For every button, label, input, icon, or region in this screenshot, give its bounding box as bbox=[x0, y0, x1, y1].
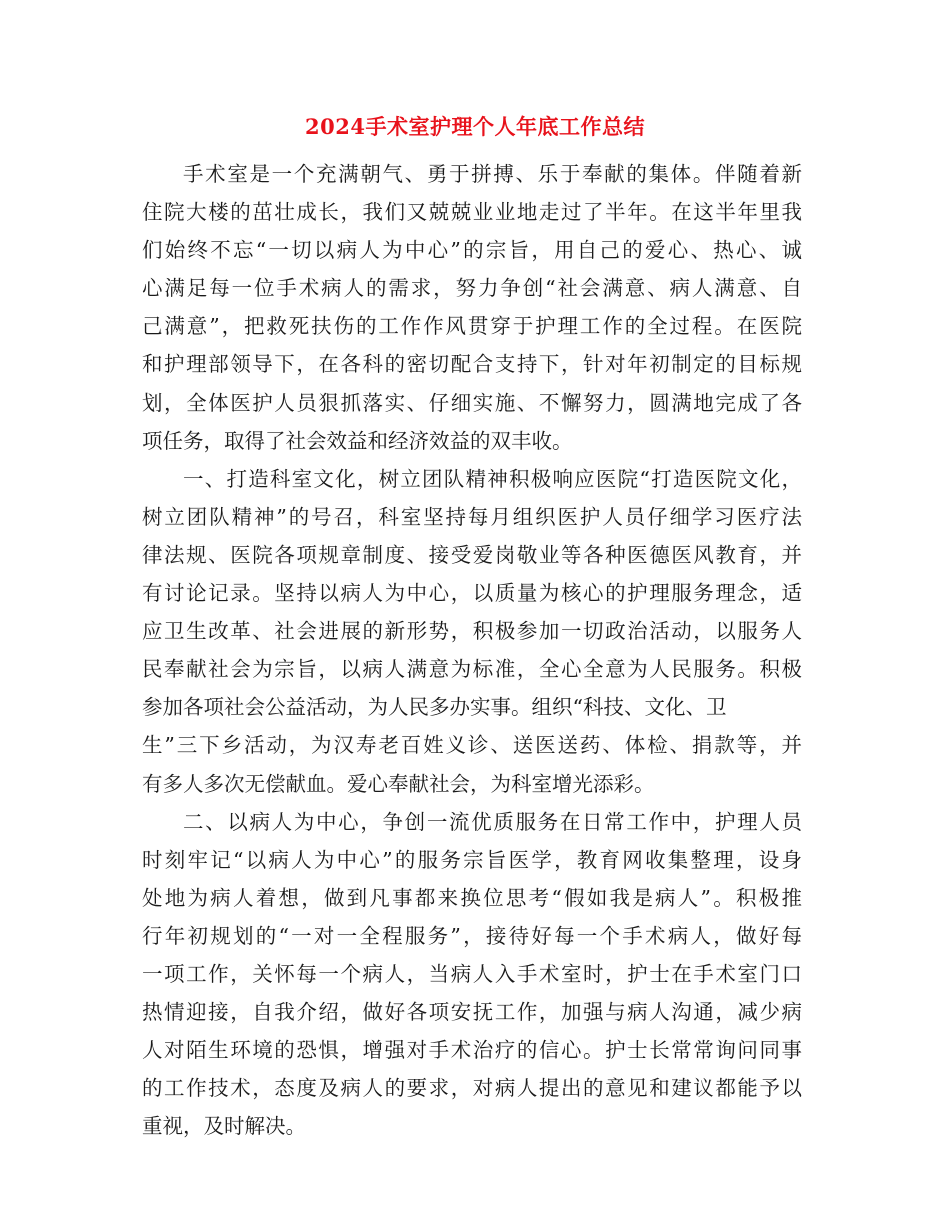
paragraph-1-line: 们始终不忘“一切以病人为中心”的宗旨，用自己的爱心、热心、诚 bbox=[142, 238, 802, 263]
document-title: 2024手术室护理个人年底工作总结 bbox=[305, 114, 645, 139]
paragraph-1-line: 住院大楼的茁壮成长，我们又兢兢业业地走过了半年。在这半年里我 bbox=[142, 200, 802, 225]
paragraph-1-line: 心满足每一位手术病人的需求，努力争创“社会满意、病人满意、自 bbox=[142, 276, 802, 301]
paragraph-3-line: 处地为病人着想，做到凡事都来换位思考“假如我是病人”。积极推 bbox=[142, 885, 802, 910]
document-body bbox=[142, 155, 802, 1145]
paragraph-2-line: 有多人多次无偿献血。爱心奉献社会，为科室增光添彩。 bbox=[142, 771, 655, 796]
paragraph-2-line: 有讨论记录。坚持以病人为中心，以质量为核心的护理服务理念，适 bbox=[142, 581, 802, 606]
paragraph-3-line: 二、以病人为中心，争创一流优质服务在日常工作中，护理人员 bbox=[183, 809, 802, 834]
paragraph-3-line: 重视，及时解决。 bbox=[142, 1114, 306, 1139]
paragraph-3-line: 时刻牢记“以病人为中心”的服务宗旨医学，教育网收集整理，设身 bbox=[142, 847, 802, 872]
paragraph-3-line: 行年初规划的“一对一全程服务”，接待好每一个手术病人，做好每 bbox=[142, 923, 802, 948]
paragraph-3-line: 热情迎接，自我介绍，做好各项安抚工作，加强与病人沟通，减少病 bbox=[142, 1000, 802, 1025]
paragraph-2-line: 参加各项社会公益活动，为人民多办实事。组织“科技、文化、卫 bbox=[142, 695, 727, 720]
paragraph-3-line: 的工作技术，态度及病人的要求，对病人提出的意见和建议都能予以 bbox=[142, 1076, 802, 1101]
paragraph-1-line: 划，全体医护人员狠抓落实、仔细实施、不懈努力，圆满地完成了各 bbox=[142, 390, 802, 415]
paragraph-2-line: 律法规、医院各项规章制度、接受爱岗敬业等各种医德医风教育，并 bbox=[142, 542, 802, 567]
paragraph-2-line: 一、打造科室文化，树立团队精神积极响应医院“打造医院文化， bbox=[183, 466, 802, 491]
paragraph-2-line: 树立团队精神”的号召，科室坚持每月组织医护人员仔细学习医疗法 bbox=[142, 504, 802, 529]
paragraph-3-line: 人对陌生环境的恐惧，增强对手术治疗的信心。护士长常常询问同事 bbox=[142, 1038, 802, 1063]
paragraph-2-line: 民奉献社会为宗旨，以病人满意为标准，全心全意为人民服务。积极 bbox=[142, 657, 802, 682]
paragraph-1-line: 己满意”，把救死扶伤的工作作风贯穿于护理工作的全过程。在医院 bbox=[142, 314, 802, 339]
paragraph-2-line: 应卫生改革、社会进展的新形势，积极参加一切政治活动，以服务人 bbox=[142, 619, 802, 644]
paragraph-1-line: 项任务，取得了社会效益和经济效益的双丰收。 bbox=[142, 428, 573, 453]
paragraph-1-line: 手术室是一个充满朝气、勇于拼搏、乐于奉献的集体。伴随着新 bbox=[183, 162, 802, 186]
paragraph-3-line: 一项工作，关怀每一个病人，当病人入手术室时，护士在手术室门口 bbox=[142, 961, 802, 986]
paragraph-1-line: 和护理部领导下，在各科的密切配合支持下，针对年初制定的目标规 bbox=[142, 352, 802, 377]
paragraph-2-line: 生”三下乡活动，为汉寿老百姓义诊、送医送药、体检、捐款等，并 bbox=[142, 733, 802, 758]
